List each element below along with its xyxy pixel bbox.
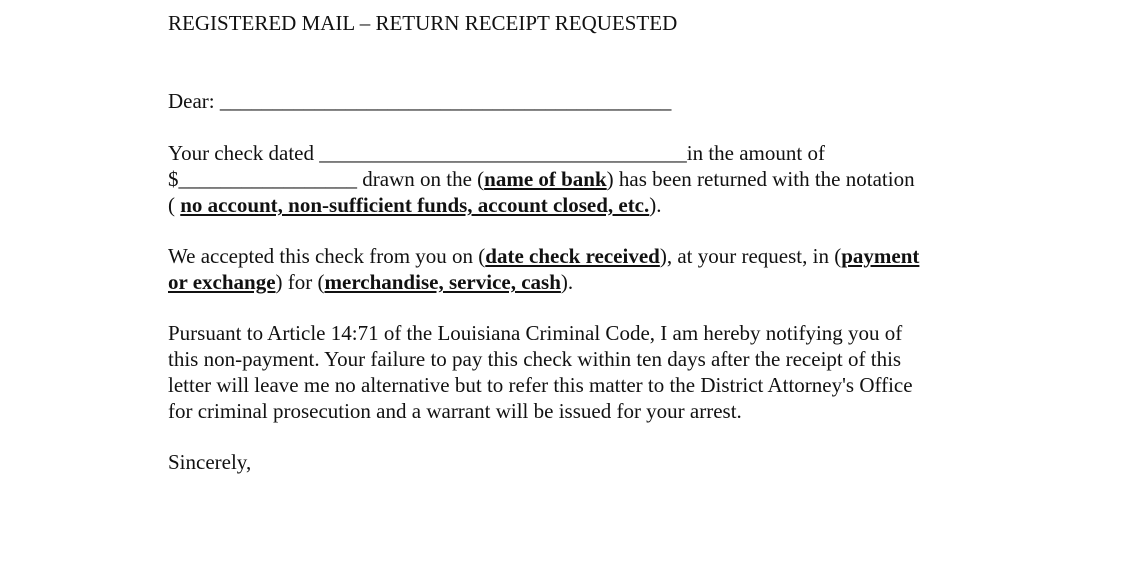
- para3-line4: for criminal prosecution and a warrant will be issued for your arrest.: [168, 399, 742, 423]
- date-received-placeholder: date check received: [485, 244, 660, 268]
- para2-close: ).: [560, 270, 574, 294]
- drawn-on-text: drawn on the (: [357, 167, 485, 191]
- payment-placeholder: payment: [841, 244, 920, 268]
- notation-open: (: [168, 193, 181, 217]
- para1-line1: [168, 140, 825, 166]
- request-text: ), at your request, in (: [659, 244, 842, 268]
- salutation-line: [168, 88, 671, 114]
- amount-blank: _________________: [178, 167, 357, 191]
- check-dated-label: Your check dated: [168, 141, 320, 165]
- amount-label: in the amount of: [686, 141, 825, 165]
- para3-line3: letter will leave me no alternative but to refer this matter to the District Attorney's Office: [168, 373, 913, 397]
- merchandise-placeholder: merchandise, service, cash: [324, 270, 561, 294]
- para3-line2: this non-payment. Your failure to pay this check within ten days after the receipt of this: [168, 347, 902, 371]
- for-text: ) for (: [275, 270, 325, 294]
- notation-placeholder: no account, non-sufficient funds, account closed, etc.: [180, 193, 650, 217]
- notation-close: ).: [649, 193, 662, 217]
- returned-text: ) has been returned with the notation: [606, 167, 915, 191]
- exchange-placeholder: or exchange: [168, 270, 276, 294]
- salutation-label: Dear:: [168, 89, 220, 113]
- para1-line2: [168, 166, 915, 192]
- para3-line1: Pursuant to Article 14:71 of the Louisiana Criminal Code, I am hereby notifying you of: [168, 321, 903, 345]
- bank-name-placeholder: name of bank: [484, 167, 607, 191]
- letter-header: REGISTERED MAIL – RETURN RECEIPT REQUESTED: [168, 11, 678, 35]
- recipient-blank: ___________________________________________: [219, 89, 672, 113]
- para2-line1: [168, 243, 919, 269]
- accepted-text: We accepted this check from you on (: [168, 244, 486, 268]
- closing: Sincerely,: [168, 450, 252, 474]
- dollar-sign: $: [168, 167, 179, 191]
- para1-line3: [168, 192, 662, 218]
- check-date-blank: ___________________________________: [319, 141, 687, 165]
- para2-line2: [168, 269, 573, 295]
